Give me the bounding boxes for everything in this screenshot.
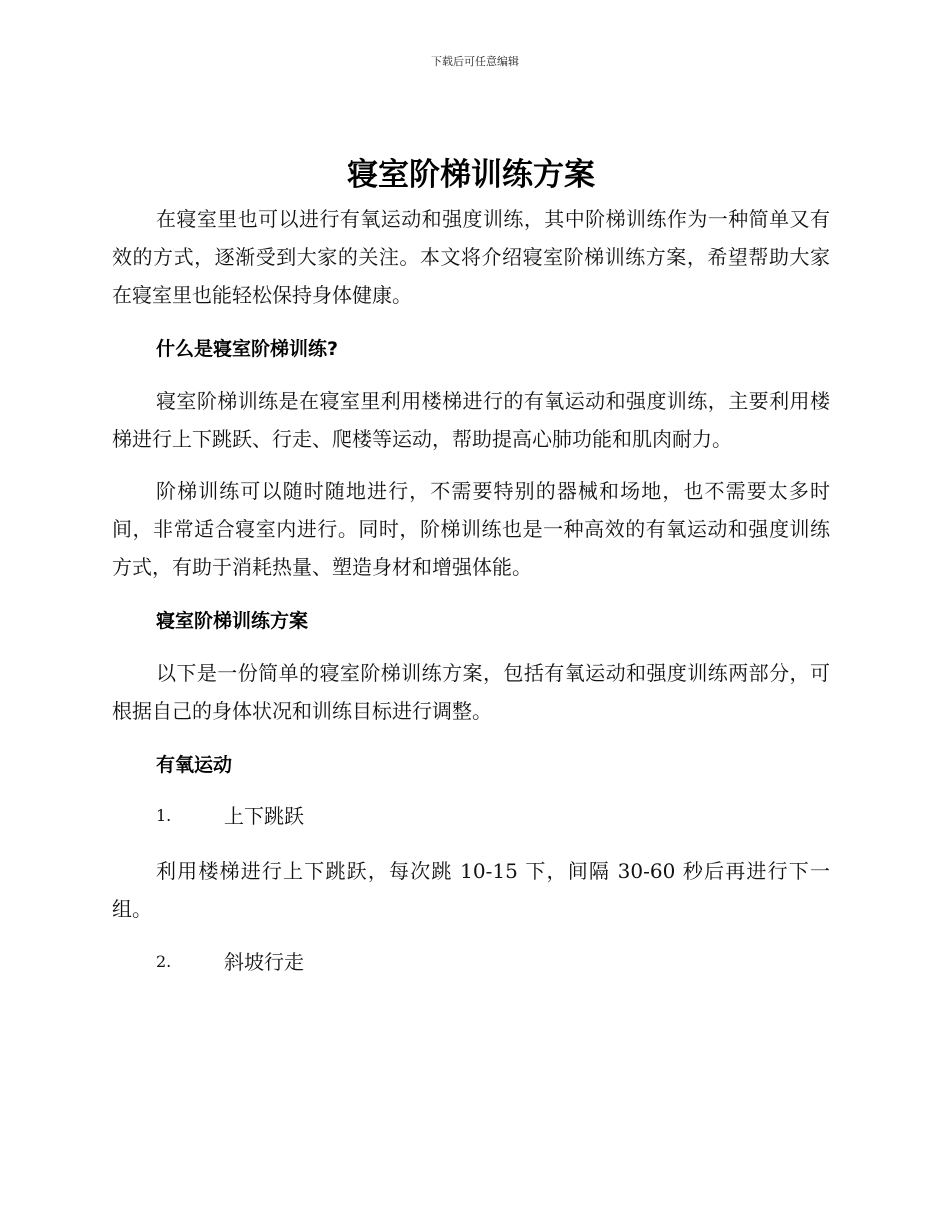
- intro-paragraph: 在寝室里也可以进行有氧运动和强度训练，其中阶梯训练作为一种简单又有效的方式，逐渐受到大家的关注。本文将介绍寝室阶梯训练方案，希望帮助大家在寝室里也能轻松保持身体健康。: [112, 207, 830, 307]
- section-heading-what-is: 什么是寝室阶梯训练?: [156, 338, 339, 360]
- section-heading-aerobic: 有氧运动: [156, 754, 233, 776]
- list-item-title: 斜坡行走: [224, 950, 304, 974]
- list-item-number: 1.: [156, 806, 172, 825]
- page-title: 寝室阶梯训练方案: [347, 157, 595, 193]
- section1-paragraph-2: 阶梯训练可以随时随地进行，不需要特别的器械和场地，也不需要太多时间，非常适合寝室内进行。同时，阶梯训练也是一种高效的有氧运动和强度训练方式，有助于消耗热量、塑造身材和增强体能。: [112, 479, 830, 579]
- header-note: 下载后可任意编辑: [431, 55, 519, 68]
- section1-paragraph-1: 寝室阶梯训练是在寝室里利用楼梯进行的有氧运动和强度训练，主要利用楼梯进行上下跳跃、行走、爬楼等运动，帮助提高心肺功能和肌肉耐力。: [112, 389, 830, 451]
- section2-paragraph-1: 以下是一份简单的寝室阶梯训练方案，包括有氧运动和强度训练两部分，可根据自己的身体状况和训练目标进行调整。: [112, 661, 830, 723]
- list-item: [112, 798, 830, 834]
- list-item-number: 2.: [156, 952, 172, 971]
- document-content: [112, 150, 830, 980]
- section-heading-plan: 寝室阶梯训练方案: [156, 610, 309, 632]
- list-item-description: 利用楼梯进行上下跳跃，每次跳 10-15 下，间隔 30-60 秒后再进行下一组。: [112, 859, 830, 921]
- list-item: [112, 944, 830, 980]
- list-item-title: 上下跳跃: [224, 804, 304, 828]
